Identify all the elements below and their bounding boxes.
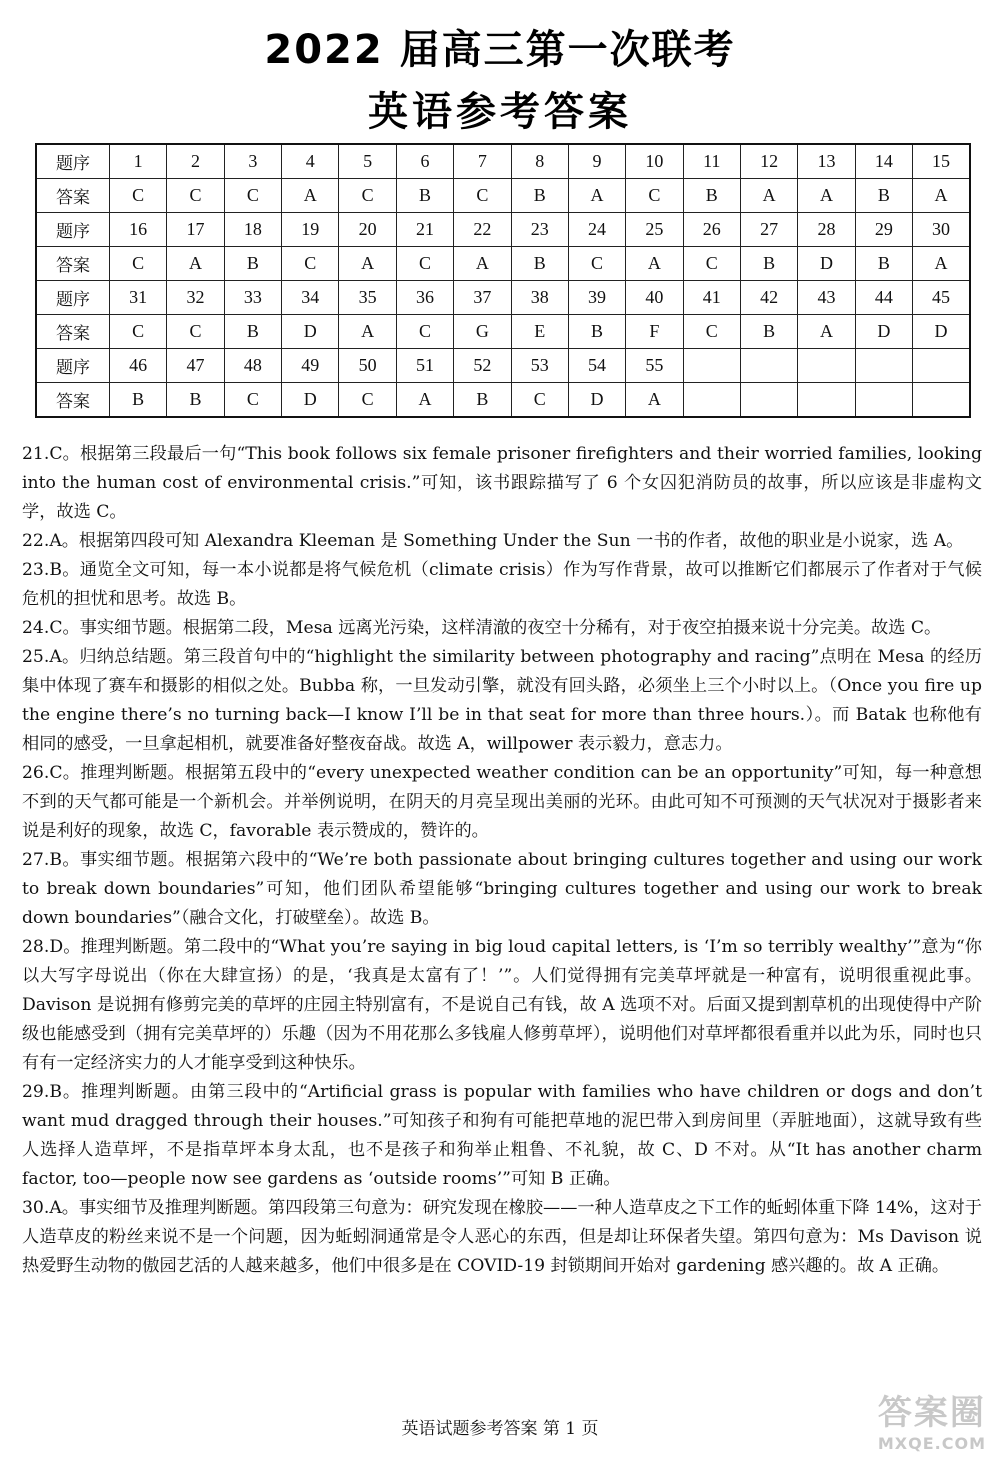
- answer-cell: C: [224, 383, 281, 418]
- answer-table: [35, 143, 971, 418]
- question-number-cell: 20: [339, 213, 396, 247]
- answer-cell: [913, 383, 970, 418]
- explanation-item: 22.A。根据第四段可知 Alexandra Kleeman 是 Something Under the Sun 一书的作者，故他的职业是小说家，选 A。: [22, 531, 964, 551]
- answer-cell: D: [913, 315, 970, 349]
- answer-cell: C: [683, 247, 740, 281]
- question-number-cell: 39: [568, 281, 625, 315]
- question-number-cell: 10: [626, 144, 683, 179]
- question-number-cell: 25: [626, 213, 683, 247]
- question-number-cell: 46: [110, 349, 167, 383]
- answer-cell: A: [913, 247, 970, 281]
- answer-cell: B: [167, 383, 224, 418]
- explanation-item: 30.A。事实细节及推理判断题。第四段第三句意为：研究发现在橡胶——一种人造草皮之下工作的蚯蚓体重下降 14%，这对于人造草皮的粉丝来说不是一个问题，因为蚯蚓洞通常是令人恶心的东西，但是却让环保者失望。第四句意为：Ms Davison 说热爱野生动物的傲园艺活的人越来越多，他们中很多是在 COVID-19 封锁期间开始对 gardening 感兴趣的。故 A 正确。: [22, 1198, 982, 1276]
- answer-cell: A: [626, 383, 683, 418]
- question-number-cell: 8: [511, 144, 568, 179]
- question-number-cell: 28: [798, 213, 855, 247]
- question-number-cell: 48: [224, 349, 281, 383]
- answer-cell: A: [454, 247, 511, 281]
- answer-cell: A: [339, 247, 396, 281]
- question-number-cell: 6: [396, 144, 453, 179]
- answer-row: [36, 315, 970, 349]
- explanation-item: 29.B。推理判断题。由第三段中的“Artificial grass is popular with families who have children or dogs and don’t want mud dragged through their houses.”可知孩子和狗有可能把草地的泥巴带入到房间里（弄脏地面），这就导致有些人选择人造草坪，不是指草坪本身太乱，也不是孩子和狗举止粗鲁、不礼貌，故 C、D 不对。从“It has another charm factor, too—people now see gardens as ‘outside rooms’”可知 B 正确。: [22, 1082, 982, 1189]
- question-number-cell: 27: [740, 213, 797, 247]
- question-number-cell: 40: [626, 281, 683, 315]
- question-number-cell: 33: [224, 281, 281, 315]
- answer-cell: C: [282, 247, 339, 281]
- question-number-cell: 11: [683, 144, 740, 179]
- answer-cell: B: [740, 247, 797, 281]
- explanation-item: 21.C。根据第三段最后一句“This book follows six female prisoner firefighters and their worried families, looking into the human cost of environmental crisis.”可知，该书跟踪描写了 6 个女囚犯消防员的故事，所以应该是非虚构文学，故选 C。: [22, 444, 982, 522]
- answer-header-cell: 答案: [36, 179, 110, 213]
- answer-cell: C: [167, 179, 224, 213]
- answer-cell: D: [855, 315, 912, 349]
- answer-cell: D: [798, 247, 855, 281]
- answer-cell: A: [798, 179, 855, 213]
- question-number-cell: 23: [511, 213, 568, 247]
- answer-cell: D: [282, 315, 339, 349]
- explanation-item: 27.B。事实细节题。根据第六段中的“We’re both passionate about bringing cultures together and using our work to break down boundaries”可知，他们团队希望能够“bringing cultures together and using our work to break down boundaries”（融合文化，打破壁垒）。故选 B。: [22, 850, 982, 928]
- question-number-cell: 26: [683, 213, 740, 247]
- answer-cell: B: [568, 315, 625, 349]
- question-number-cell: 54: [568, 349, 625, 383]
- question-header-cell: 题序: [36, 281, 110, 315]
- answer-cell: A: [626, 247, 683, 281]
- answer-cell: F: [626, 315, 683, 349]
- question-number-cell: 13: [798, 144, 855, 179]
- question-number-cell: 15: [913, 144, 970, 179]
- question-number-cell: 51: [396, 349, 453, 383]
- question-number-cell: 32: [167, 281, 224, 315]
- question-number-cell: 21: [396, 213, 453, 247]
- question-number-cell: 18: [224, 213, 281, 247]
- answer-cell: A: [396, 383, 453, 418]
- answer-cell: C: [626, 179, 683, 213]
- answer-cell: [798, 383, 855, 418]
- question-header-cell: 题序: [36, 349, 110, 383]
- explanation-item: 26.C。推理判断题。根据第五段中的“every unexpected weather condition can be an opportunity”可知，每一种意想不到的天气都可能是一个新机会。并举例说明，在阴天的月亮呈现出美丽的光环。由此可知不可预测的天气状况对于摄影者来说是利好的现象，故选 C，favorable 表示赞成的，赞许的。: [22, 763, 982, 841]
- question-number-cell: 42: [740, 281, 797, 315]
- answer-cell: A: [740, 179, 797, 213]
- question-number-cell: 1: [110, 144, 167, 179]
- answer-cell: B: [396, 179, 453, 213]
- question-number-cell: [683, 349, 740, 383]
- answer-cell: C: [110, 247, 167, 281]
- question-number-cell: [740, 349, 797, 383]
- answer-cell: [683, 383, 740, 418]
- answer-cell: A: [282, 179, 339, 213]
- answer-cell: B: [855, 247, 912, 281]
- answer-cell: B: [855, 179, 912, 213]
- answer-cell: B: [511, 179, 568, 213]
- question-number-cell: [913, 349, 970, 383]
- answer-cell: B: [683, 179, 740, 213]
- question-number-cell: 30: [913, 213, 970, 247]
- question-number-row: [36, 213, 970, 247]
- answer-cell: A: [339, 315, 396, 349]
- explanation-item: 25.A。归纳总结题。第三段首句中的“highlight the similarity between photography and racing”点明在 Mesa 的经历集中体现了赛车和摄影的相似之处。Bubba 称，一旦发动引擎，就没有回头路，必须坐上三个小时以上。（Once you fire up the engine there’s no turning back—I know I’ll be in that seat for more than three hours.）。而 Batak 也称他有相同的感受，一旦拿起相机，就要准备好整夜奋战。故选 A，willpower 表示毅力，意志力。: [22, 647, 982, 754]
- question-number-cell: [798, 349, 855, 383]
- answer-cell: [740, 383, 797, 418]
- question-number-cell: 35: [339, 281, 396, 315]
- question-number-cell: 29: [855, 213, 912, 247]
- answer-cell: C: [224, 179, 281, 213]
- answer-cell: C: [454, 179, 511, 213]
- answer-cell: C: [339, 179, 396, 213]
- question-number-cell: 45: [913, 281, 970, 315]
- answer-header-cell: 答案: [36, 383, 110, 418]
- answer-cell: C: [110, 179, 167, 213]
- page-footer: 英语试题参考答案 第 1 页: [401, 1419, 599, 1439]
- question-number-cell: 47: [167, 349, 224, 383]
- answer-row: [36, 179, 970, 213]
- question-number-cell: 49: [282, 349, 339, 383]
- question-number-cell: 2: [167, 144, 224, 179]
- question-number-cell: 41: [683, 281, 740, 315]
- question-number-cell: 14: [855, 144, 912, 179]
- question-header-cell: 题序: [36, 144, 110, 179]
- answer-row: [36, 383, 970, 418]
- question-number-cell: 17: [167, 213, 224, 247]
- explanation-item: 28.D。推理判断题。第二段中的“What you’re saying in big loud capital letters, is ‘I’m so terribly wealthy’”意为“你以大写字母说出（你在大肆宣扬）的是，‘我真是太富有了！’”。人们觉得拥有完美草坪就是一种富有，说明很重视此事。Davison 是说拥有修剪完美的草坪的庄园主特别富有，不是说自己有钱，故 A 选项不对。后面又提到割草机的出现使得中产阶级也能感受到（拥有完美草坪的）乐趣（因为不用花那么多钱雇人修剪草坪），说明他们对草坪都很看重并以此为乐，同时也只有有一定经济实力的人才能享受到这种快乐。: [22, 937, 982, 1073]
- watermark-logo: [878, 1385, 986, 1453]
- question-number-cell: 16: [110, 213, 167, 247]
- answer-cell: G: [454, 315, 511, 349]
- answer-cell: B: [110, 383, 167, 418]
- answer-cell: D: [282, 383, 339, 418]
- answer-cell: C: [511, 383, 568, 418]
- question-number-cell: 53: [511, 349, 568, 383]
- answer-cell: [855, 383, 912, 418]
- question-number-cell: 7: [454, 144, 511, 179]
- question-number-cell: 55: [626, 349, 683, 383]
- question-number-row: [36, 349, 970, 383]
- answer-cell: C: [110, 315, 167, 349]
- page-title: 2022 届高三第一次联考: [264, 27, 736, 73]
- answer-cell: C: [396, 247, 453, 281]
- answer-cell: A: [167, 247, 224, 281]
- question-number-cell: 38: [511, 281, 568, 315]
- question-number-cell: 43: [798, 281, 855, 315]
- watermark-url: MXQE.COM: [877, 1434, 986, 1453]
- question-number-cell: 4: [282, 144, 339, 179]
- question-number-cell: 3: [224, 144, 281, 179]
- explanation-item: 23.B。通览全文可知，每一本小说都是将气候危机（climate crisis）作为写作背景，故可以推断它们都展示了作者对于气候危机的担忧和思考。故选 B。: [22, 560, 982, 609]
- question-number-cell: 19: [282, 213, 339, 247]
- question-number-cell: 12: [740, 144, 797, 179]
- watermark-text: 答案圈: [877, 1393, 986, 1433]
- answer-cell: D: [568, 383, 625, 418]
- explanation-item: 24.C。事实细节题。根据第二段，Mesa 远离光污染，这样清澈的夜空十分稀有，对于夜空拍摄来说十分完美。故选 C。: [22, 618, 942, 638]
- answer-cell: C: [167, 315, 224, 349]
- answer-cell: C: [339, 383, 396, 418]
- answer-cell: B: [454, 383, 511, 418]
- answer-cell: B: [224, 247, 281, 281]
- answer-cell: C: [568, 247, 625, 281]
- answer-cell: B: [224, 315, 281, 349]
- explanation-list: [22, 440, 982, 1281]
- question-number-cell: 50: [339, 349, 396, 383]
- question-number-row: [36, 281, 970, 315]
- question-number-cell: 9: [568, 144, 625, 179]
- answer-cell: B: [511, 247, 568, 281]
- question-number-cell: 31: [110, 281, 167, 315]
- answer-header-cell: 答案: [36, 315, 110, 349]
- question-number-cell: 5: [339, 144, 396, 179]
- question-number-cell: 37: [454, 281, 511, 315]
- page-subtitle: 英语参考答案: [368, 89, 632, 135]
- question-header-cell: 题序: [36, 213, 110, 247]
- answer-cell: B: [740, 315, 797, 349]
- answer-cell: C: [683, 315, 740, 349]
- answer-row: [36, 247, 970, 281]
- answer-header-cell: 答案: [36, 247, 110, 281]
- question-number-cell: 36: [396, 281, 453, 315]
- question-number-cell: 44: [855, 281, 912, 315]
- answer-cell: A: [568, 179, 625, 213]
- question-number-cell: 24: [568, 213, 625, 247]
- answer-cell: A: [798, 315, 855, 349]
- answer-cell: A: [913, 179, 970, 213]
- question-number-cell: 34: [282, 281, 339, 315]
- answer-cell: C: [396, 315, 453, 349]
- question-number-cell: 22: [454, 213, 511, 247]
- question-number-row: [36, 144, 970, 179]
- answer-cell: E: [511, 315, 568, 349]
- question-number-cell: 52: [454, 349, 511, 383]
- question-number-cell: [855, 349, 912, 383]
